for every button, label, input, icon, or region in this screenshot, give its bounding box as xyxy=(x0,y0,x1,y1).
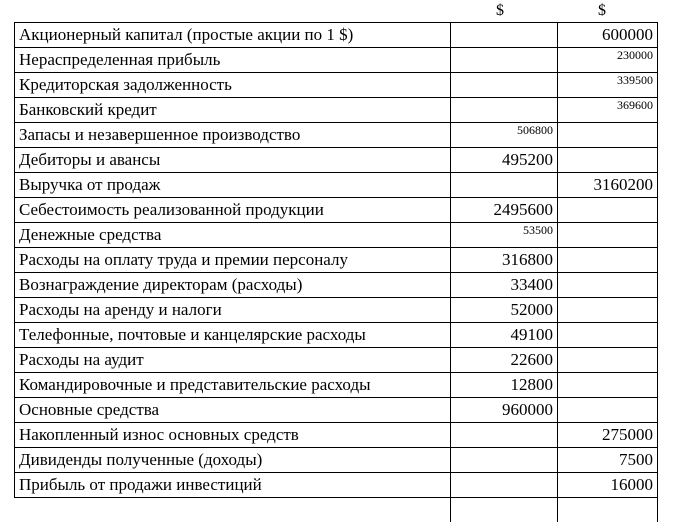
account-name: Прибыль от продажи инвестиций xyxy=(15,473,451,498)
empty-cell xyxy=(15,498,451,523)
credit-value xyxy=(558,298,658,323)
table-row xyxy=(15,123,658,148)
account-name: Дивиденды полученные (доходы) xyxy=(15,448,451,473)
debit-value: 12800 xyxy=(451,373,558,398)
credit-value: 7500 xyxy=(558,448,658,473)
debit-value xyxy=(451,23,558,48)
credit-value: 3160200 xyxy=(558,173,658,198)
account-name: Основные средства xyxy=(15,398,451,423)
credit-value xyxy=(558,148,658,173)
account-name: Акционерный капитал (простые акции по 1 $) xyxy=(15,23,451,48)
table-row xyxy=(15,373,658,398)
table-row xyxy=(15,423,658,448)
table-row xyxy=(15,323,658,348)
debit-value xyxy=(451,173,558,198)
account-name: Кредиторская задолженность xyxy=(15,73,451,98)
table-row xyxy=(15,398,658,423)
account-name: Расходы на аудит xyxy=(15,348,451,373)
table-row xyxy=(15,448,658,473)
account-name: Командировочные и представительские расходы xyxy=(15,373,451,398)
account-name: Расходы на аренду и налоги xyxy=(15,298,451,323)
debit-value: 53500 xyxy=(451,223,558,248)
account-name: Себестоимость реализованной продукции xyxy=(15,198,451,223)
empty-cell xyxy=(451,498,558,523)
debit-value xyxy=(451,48,558,73)
credit-value: 275000 xyxy=(558,423,658,448)
credit-value xyxy=(558,348,658,373)
credit-value: 339500 xyxy=(558,73,658,98)
debit-value: 22600 xyxy=(451,348,558,373)
account-name: Вознаграждение директорам (расходы) xyxy=(15,273,451,298)
debit-value xyxy=(451,448,558,473)
credit-value xyxy=(558,373,658,398)
debit-value: 506800 xyxy=(451,123,558,148)
credit-value: 369600 xyxy=(558,98,658,123)
account-name: Телефонные, почтовые и канцелярские расходы xyxy=(15,323,451,348)
credit-value xyxy=(558,198,658,223)
credit-value xyxy=(558,398,658,423)
credit-value: 16000 xyxy=(558,473,658,498)
table-row xyxy=(15,98,658,123)
trial-balance-table xyxy=(14,22,658,522)
table-row xyxy=(15,223,658,248)
debit-value xyxy=(451,473,558,498)
table-row xyxy=(15,273,658,298)
debit-value: 495200 xyxy=(451,148,558,173)
debit-value: 2495600 xyxy=(451,198,558,223)
empty-cell xyxy=(558,498,658,523)
credit-value xyxy=(558,123,658,148)
credit-value: 230000 xyxy=(558,48,658,73)
debit-currency-header: $ xyxy=(496,2,504,19)
debit-value xyxy=(451,423,558,448)
credit-value xyxy=(558,273,658,298)
debit-value: 316800 xyxy=(451,248,558,273)
table-row xyxy=(15,248,658,273)
table-row xyxy=(15,73,658,98)
account-name: Накопленный износ основных средств xyxy=(15,423,451,448)
credit-currency-header: $ xyxy=(598,2,606,19)
credit-value: 600000 xyxy=(558,23,658,48)
debit-value xyxy=(451,98,558,123)
table-row xyxy=(15,23,658,48)
empty-trailing-row xyxy=(15,498,658,523)
table-row xyxy=(15,173,658,198)
debit-value: 49100 xyxy=(451,323,558,348)
account-name: Выручка от продаж xyxy=(15,173,451,198)
table-row xyxy=(15,348,658,373)
credit-value xyxy=(558,248,658,273)
credit-value xyxy=(558,223,658,248)
table-row xyxy=(15,148,658,173)
table-row xyxy=(15,473,658,498)
debit-value: 52000 xyxy=(451,298,558,323)
debit-value: 33400 xyxy=(451,273,558,298)
table-row xyxy=(15,48,658,73)
account-name: Расходы на оплату труда и премии персоналу xyxy=(15,248,451,273)
account-name: Нераспределенная прибыль xyxy=(15,48,451,73)
credit-value xyxy=(558,323,658,348)
account-name: Банковский кредит xyxy=(15,98,451,123)
debit-value xyxy=(451,73,558,98)
table-row xyxy=(15,198,658,223)
table-row xyxy=(15,298,658,323)
debit-value: 960000 xyxy=(451,398,558,423)
account-name: Дебиторы и авансы xyxy=(15,148,451,173)
account-name: Запасы и незавершенное производство xyxy=(15,123,451,148)
account-name: Денежные средства xyxy=(15,223,451,248)
